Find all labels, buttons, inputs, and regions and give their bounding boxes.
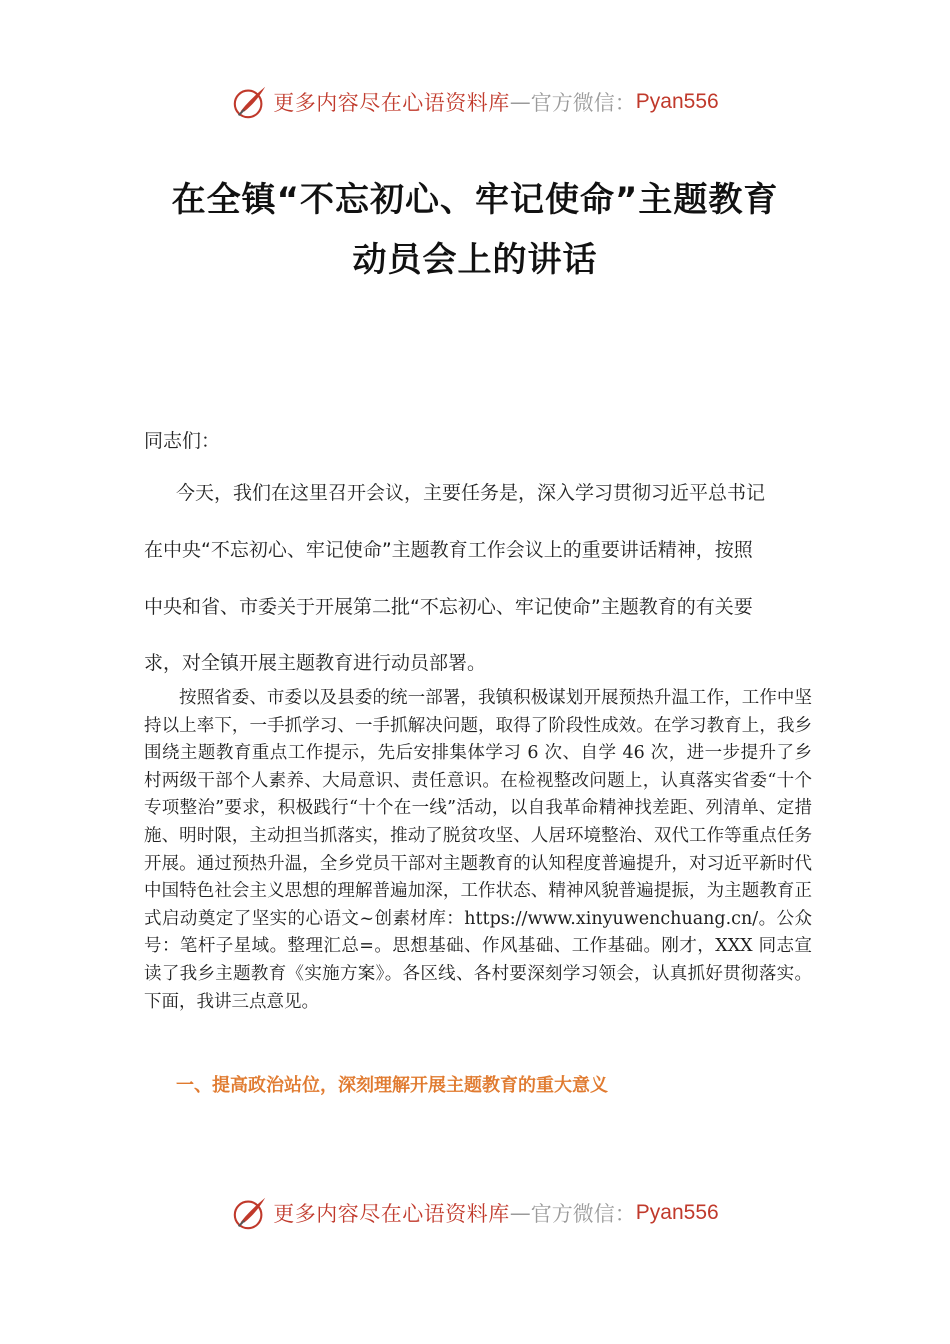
- intro-line: 今天，我们在这里召开会议，主要任务是，深入学习贯彻习近平总书记: [176, 482, 766, 504]
- banner-wechat-label: 官方微信：: [530, 91, 636, 115]
- banner-separator: —: [509, 1201, 531, 1225]
- quill-logo-icon: [231, 83, 269, 121]
- document-title-line-1: 在全镇“不忘初心、牢记使命”主题教育: [171, 180, 779, 220]
- document-title-line-2: 动员会上的讲话: [352, 240, 598, 280]
- banner-text: 更多内容尽在心语资料库: [273, 91, 510, 115]
- banner-wechat-label: 官方微信：: [530, 1202, 636, 1226]
- intro-line: 求，对全镇开展主题教育进行动员部署。: [144, 652, 487, 674]
- quill-logo-icon: [231, 1194, 269, 1232]
- banner-text: 更多内容尽在心语资料库: [273, 1202, 510, 1226]
- intro-line: 中央和省、市委关于开展第二批“不忘初心、牢记使命”主题教育的有关要: [144, 596, 753, 618]
- section-heading: 一、提高政治站位，深刻理解开展主题教育的重大意义: [176, 1075, 608, 1096]
- salutation: 同志们：: [144, 430, 221, 452]
- header-banner: [0, 82, 950, 122]
- intro-line: 在中央“不忘初心、牢记使命”主题教育工作会议上的重要讲话精神，按照: [144, 539, 753, 561]
- body-paragraph: 按照省委、市委以及县委的统一部署，我镇积极谋划开展预热升温工作，工作中坚持以上率下，一手抓学习、一手抓解决问题，取得了阶段性成效。在学习教育上，我乡围绕主题教育重点工作提示，先后安排集体学习 6 次、自学 46 次，进一步提升了乡村两级干部个人素养、大局意识、责任意识。在检视整改问题上，认真落实省委“十个专项整治”要求，积极践行“十个在一线”活动，以自我革命精神找差距、列清单、定措施、明时限，主动担当抓落实，推动了脱贫攻坚、人居环境整治、双代工作等重点任务开展。通过预热升温，全乡党员干部对主题教育的认知程度普遍提升，对习近平新时代中国特色社会主义思想的理解普遍加深，工作状态、精神风貌普遍提振，为主题教育正式启动奠定了坚实的心语文~创素材库：https://www.xinyuwenchuang.cn/。公众号：笔杆子星域。整理汇总=。思想基础、作风基础、工作基础。刚才，XXX 同志宣读了我乡主题教育《实施方案》。各区线、各村要深刻学习领会，认真抓好贯彻落实。下面，我讲三点意见。: [144, 688, 812, 1012]
- banner-separator: —: [509, 90, 531, 114]
- banner-wechat-id: Pyan556: [635, 1201, 719, 1224]
- banner-wechat-id: Pyan556: [635, 90, 719, 113]
- footer-banner: [0, 1193, 950, 1233]
